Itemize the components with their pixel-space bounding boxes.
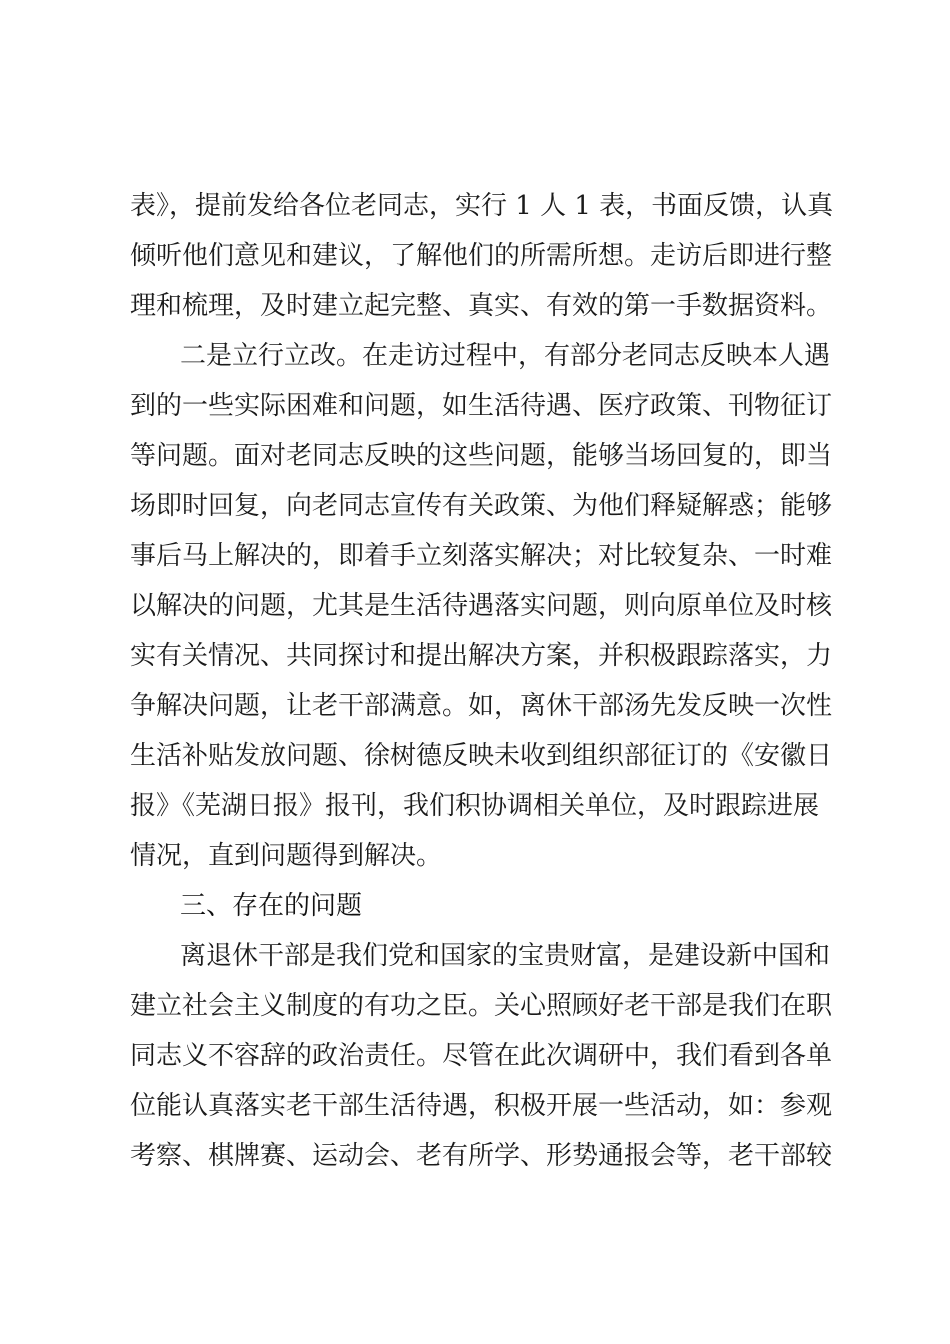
- paragraph2-line-8: 争解决问题，让老干部满意。如，离休干部汤先发反映一次性: [130, 691, 833, 721]
- paragraph2-line-1: 二是立行立改。在走访过程中，有部分老同志反映本人遇: [180, 341, 831, 371]
- paragraph2-line-3: 等问题。面对老同志反映的这些问题，能够当场回复的，即当: [130, 441, 833, 471]
- paragraph3-line-1: 离退休干部是我们党和国家的宝贵财富，是建设新中国和: [180, 941, 831, 971]
- paragraph1-line-2: 倾听他们意见和建议，了解他们的所需所想。走访后即进行整: [130, 241, 833, 271]
- paragraph2-line-5: 事后马上解决的，即着手立刻落实解决；对比较复杂、一时难: [130, 541, 833, 571]
- paragraph2-line-9: 生活补贴发放问题、徐树德反映未收到组织部征订的《安徽日: [130, 741, 833, 771]
- paragraph2-line-4: 场即时回复，向老同志宣传有关政策、为他们释疑解惑；能够: [130, 491, 833, 521]
- paragraph2-line-6: 以解决的问题，尤其是生活待遇落实问题，则向原单位及时核: [130, 591, 833, 621]
- paragraph1-line-1: 表》，提前发给各位老同志，实行 1 人 1 表，书面反馈，认真: [130, 191, 834, 221]
- paragraph3-line-5: 考察、棋牌赛、运动会、老有所学、形势通报会等，老干部较: [130, 1141, 833, 1171]
- paragraph3-line-3: 同志义不容辞的政治责任。尽管在此次调研中，我们看到各单: [130, 1041, 833, 1071]
- paragraph2-line-7: 实有关情况、共同探讨和提出解决方案，并积极跟踪落实，力: [130, 641, 833, 671]
- paragraph3-line-2: 建立社会主义制度的有功之臣。关心照顾好老干部是我们在职: [130, 991, 833, 1021]
- paragraph3-line-4: 位能认真落实老干部生活待遇，积极开展一些活动，如：参观: [130, 1091, 833, 1121]
- paragraph1-line-3: 理和梳理，及时建立起完整、真实、有效的第一手数据资料。: [130, 291, 833, 321]
- paragraph2-line-10: 报》《芜湖日报》报刊，我们积协调相关单位，及时跟踪进展: [130, 791, 820, 821]
- section-heading: 三、存在的问题: [180, 891, 363, 921]
- paragraph2-line-11: 情况，直到问题得到解决。: [130, 841, 443, 871]
- paragraph2-line-2: 到的一些实际困难和问题，如生活待遇、医疗政策、刊物征订: [130, 391, 833, 421]
